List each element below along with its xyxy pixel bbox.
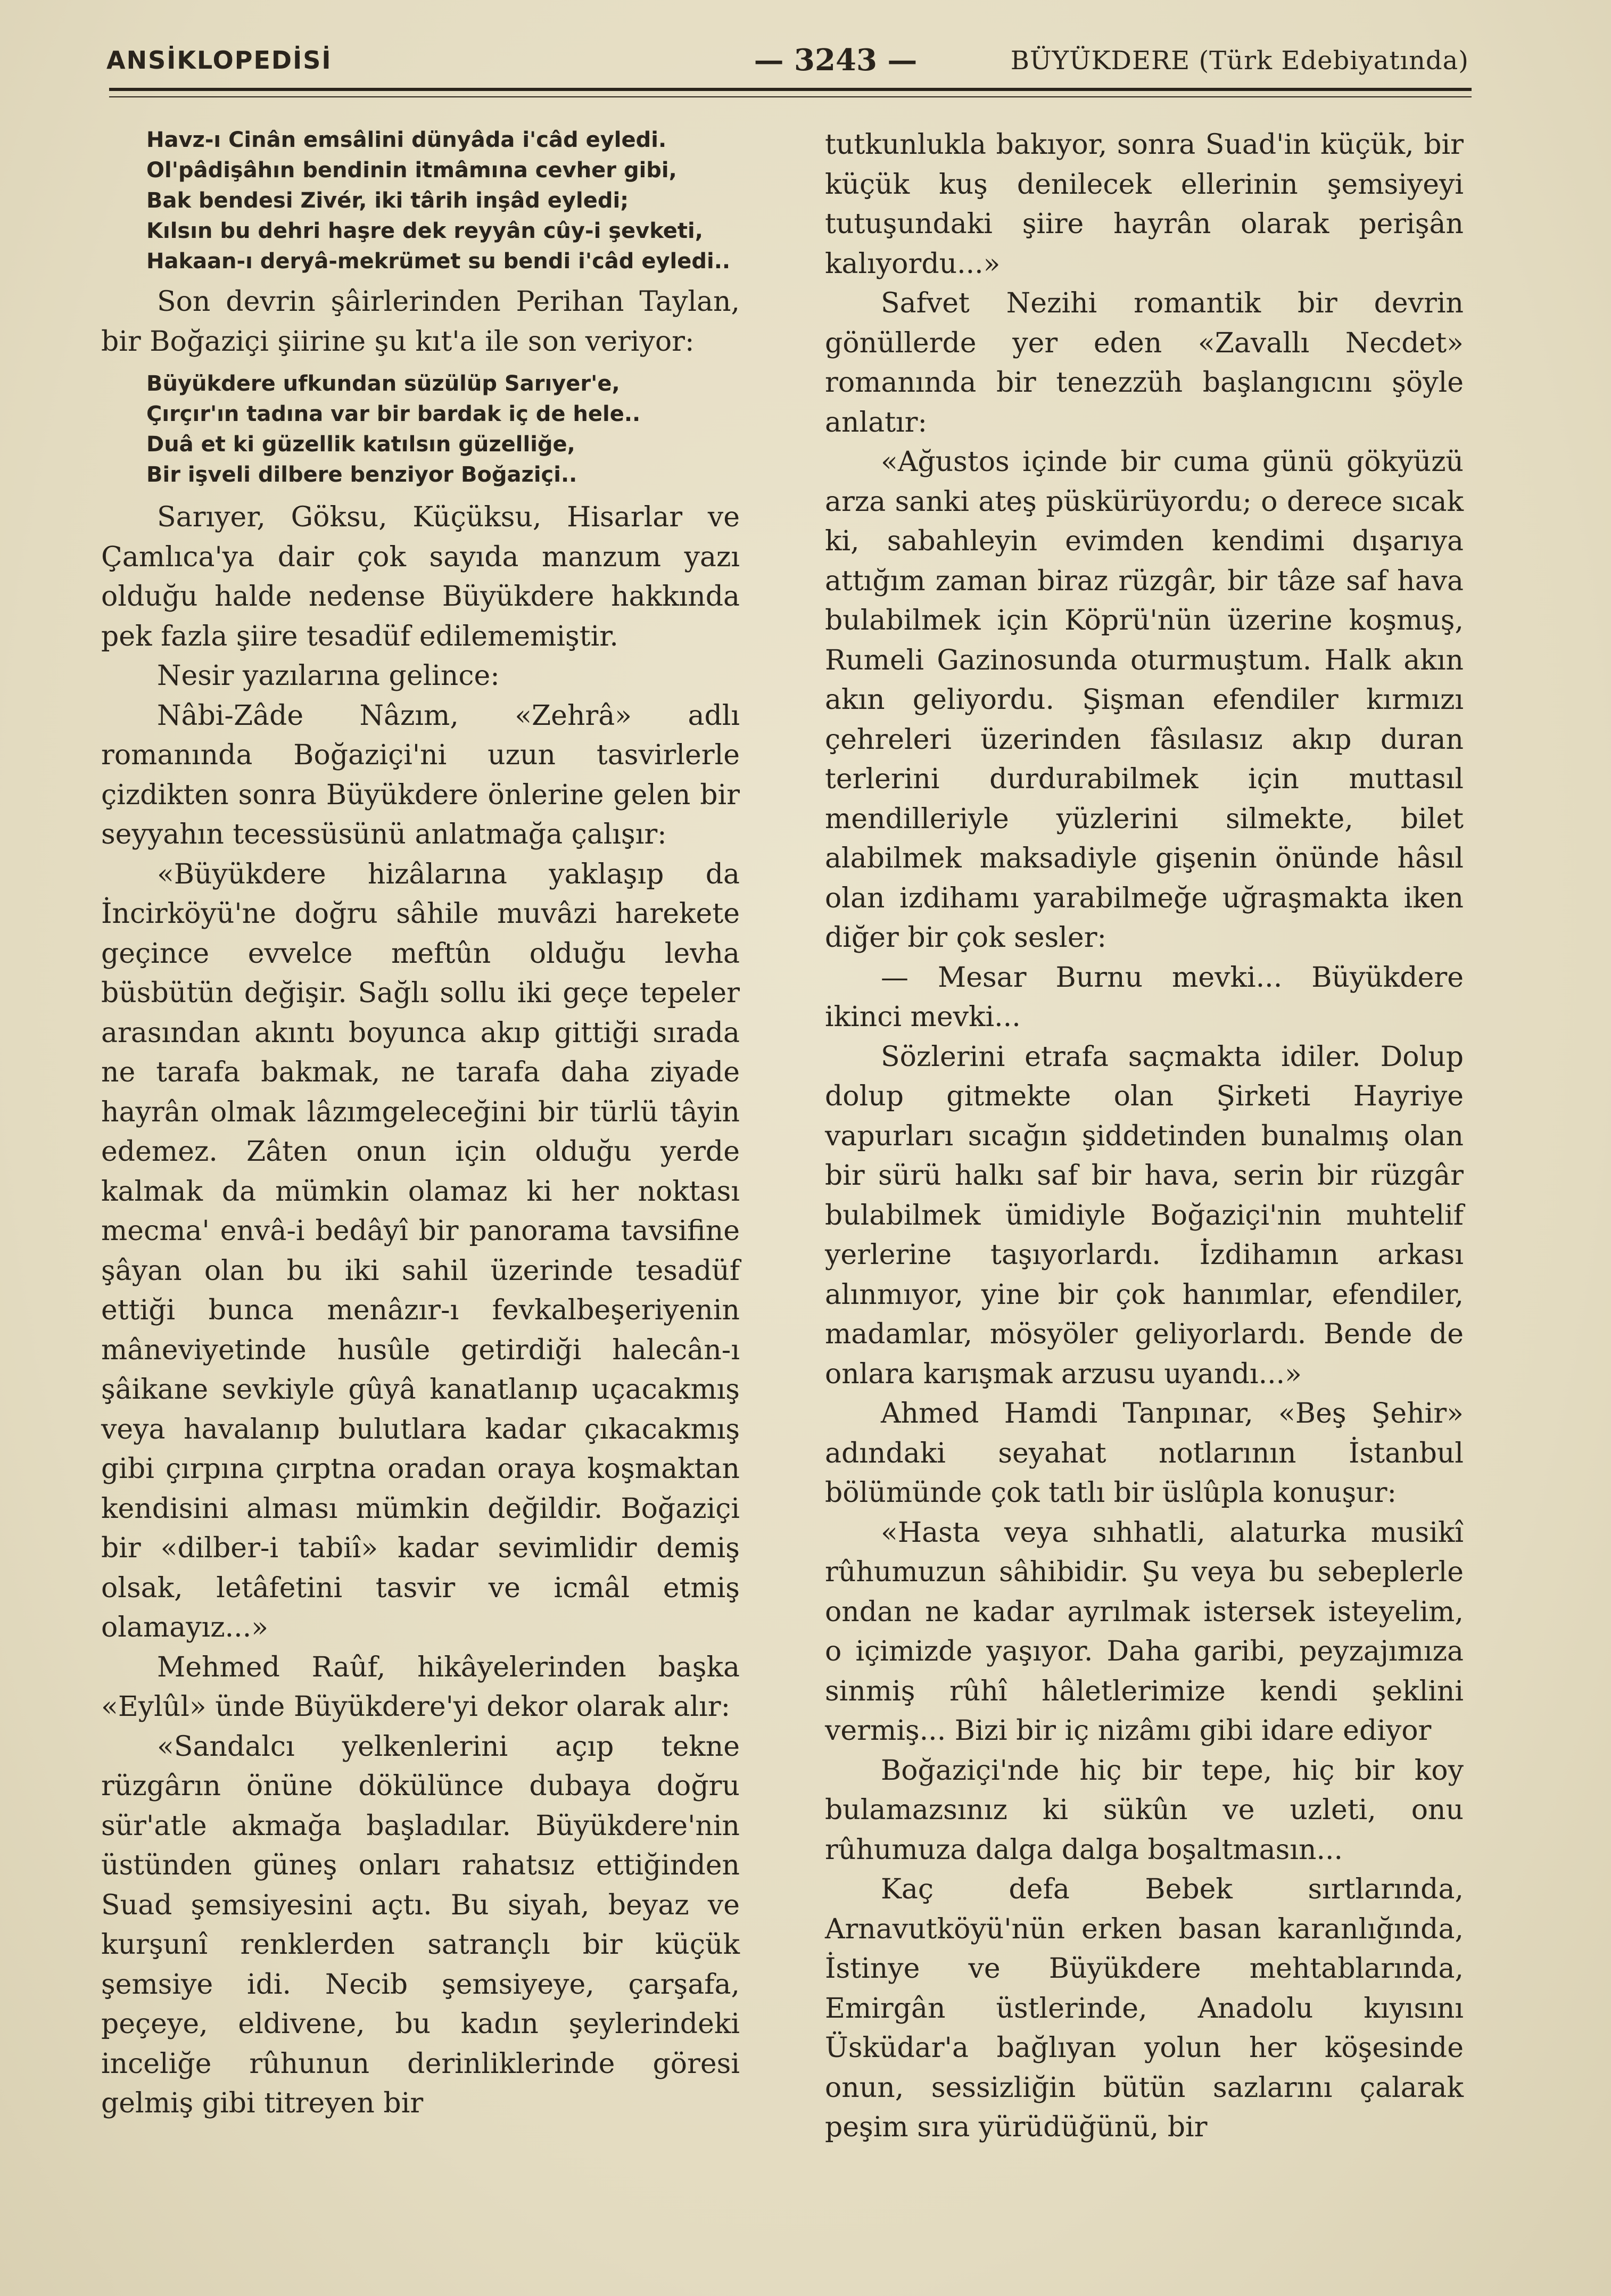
verse-line: Bir işveli dilbere benziyor Boğaziçi.. <box>146 462 577 487</box>
paragraph: Sarıyer, Göksu, Küçüksu, Hisarlar ve Çamlıca'ya dair çok sayıda manzum yazı olduğu halde nedense Büyükdere hakkında pek fazla şiire tesadüf edilememiştir. <box>101 501 740 653</box>
verse-line: Kılsın bu dehri haşre dek reyyân cûy-i şevketi, <box>146 219 703 243</box>
header-title-right: BÜYÜKDERE (Türk Edebiyatında) <box>1010 46 1469 76</box>
paragraph: Sözlerini etrafa saçmakta idiler. Dolup dolup gitmekte olan Şirketi Hayriye vapurları sıcağın şiddetinden bunalmış olan bir sürü halkı saf bir hava, serin bir rüzgâr bulabilmek ümidiyle Boğaziçi'nin muhtelif yerlerine taşıyorlardı. İzdihamın arkası alınmıyor, yine bir çok hanımlar, efendiler, madamlar, mösyöler geliyorlardı. Bende de onlara karışmak arzusu uyandı...» <box>825 1040 1464 1390</box>
paragraph: — Mesar Burnu mevki... Büyükdere ikinci mevki... <box>825 961 1464 1033</box>
header-rule <box>109 88 1472 97</box>
paragraph: tutkunlukla bakıyor, sonra Suad'in küçük, bir küçük kuş denilecek ellerinin şemsiyeyi tutuşundaki şiire hayrân olarak perişân kalıyordu...» <box>825 129 1464 280</box>
paragraph: Nesir yazılarına gelince: <box>157 660 500 692</box>
verse-line: Ol'pâdişâhın bendinin itmâmına cevher gibi, <box>146 158 677 183</box>
paragraph: Safvet Nezihi romantik bir devrin gönüllerde yer eden «Zavallı Necdet» romanında bir tenezzüh başlangıcını şöyle anlatır: <box>825 287 1464 439</box>
verse-line: Çırçır'ın tadına var bir bardak iç de hele.. <box>146 402 641 426</box>
paragraph: «Ağustos içinde bir cuma günü gökyüzü arza sanki ateş püskürüyordu; o derece sıcak ki, sabahleyin evimden kendimi dışarıya attığım zaman biraz rüzgâr, bir tâze saf hava bulabilmek için Köprü'nün üzerine koşmuş, Rumeli Gazinosunda oturmuştum. Halk akın akın geliyordu. Şişman efendiler kırmızı çehreleri üzerinden fâsılasız akıp duran terlerini durdurabilmek için muttasıl mendilleriyle yüzlerini silmekte, bilet alabilmek maksadiyle gişenin önünde hâsıl olan izdihamı yarabilmeğe uğraşmakta iken diğer bir çok sesler: <box>825 446 1464 954</box>
verse-line: Havz-ı Cinân emsâlini dünyâda i'câd eyledi. <box>146 128 667 152</box>
verse-line: Duâ et ki güzellik katılsın güzelliğe, <box>146 432 575 457</box>
paragraph: Boğaziçi'nde hiç bir tepe, hiç bir koy bulamazsınız ki sükûn ve uzleti, onu rûhumuza dalga dalga boşaltmasın... <box>825 1754 1464 1866</box>
verse-block <box>101 369 740 490</box>
paragraph: «Büyükdere hizâlarına yaklaşıp da İncirköyü'ne doğru sâhile muvâzi harekete geçince evvelce meftûn olduğu levha büsbütün değişir. Sağlı sollu iki geçe tepeler arasından akıntı boyunca akıp gittiği sırada ne tarafa bakmak, ne tarafa daha ziyade hayrân olmak lâzımgeleceğini bir türlü tâyin edemez. Zâten onun için olduğu yerde kalmak da mümkin olamaz ki her noktası mecma' envâ-i bedâyî bir panorama tavsifine şâyan olan bu iki sahil üzerinde tesadüf ettiği bunca menâzır-ı fevkalbeşeriyenin mâneviyetinde husûle getirdiği halecân-ı şâikane sevkiyle gûyâ kanatlanıp uçacakmış veya havalanıp bulutlara kadar çıkacakmış gibi çırpına çırptna oradan oraya koşmaktan kendisini alması mümkin değildir. Boğaziçi bir «dilber-i tabiî» kadar sevimlidir demiş olsak, letâfetini tasvir ve icmâl etmiş olamayız...» <box>101 858 740 1643</box>
paragraph: Son devrin şâirlerinden Perihan Taylan, bir Boğaziçi şiirine şu kıt'a ile son veriyor: <box>101 286 740 358</box>
page-number: — 3243 — <box>754 43 918 78</box>
paragraph: «Sandalcı yelkenlerini açıp tekne rüzgârın önüne dökülünce dubaya doğru sür'atle akmağa başladılar. Büyükdere'nin üstünden güneş onları rahatsız ettiğinden Suad şemsiyesini açtı. Bu siyah, beyaz ve kurşunî renklerden satrançlı bir küçük şemsiye idi. Necib şemsiyeye, çarşafa, peçeye, eldivene, bu kadın şeylerindeki inceliğe rûhunun derinliklerinde göresi gelmiş gibi titreyen bir <box>101 1730 740 2119</box>
right-column <box>825 125 1464 2148</box>
page-header <box>106 43 1469 90</box>
verse-line: Bak bendesi Zivér, iki târih inşâd eyledi; <box>146 188 629 213</box>
paragraph: Kaç defa Bebek sırtlarında, Arnavutköyü'nün erken basan karanlığında, İstinye ve Büyükdere mehtablarında, Emirgân üstlerinde, Anadolu kıyısını Üsküdar'a bağlıyan yolun her köşesinde onun, sessizliğin bütün sazlarını çalarak peşim sıra yürüdüğünü, bir <box>825 1873 1464 2143</box>
header-title-left: ANSİKLOPEDİSİ <box>106 46 332 75</box>
verse-block <box>101 125 740 277</box>
left-column <box>101 125 740 2124</box>
paragraph: Ahmed Hamdi Tanpınar, «Beş Şehir» adındaki seyahat notlarının İstanbul bölümünde çok tatlı bir üslûpla konuşur: <box>825 1398 1464 1509</box>
paragraph: «Hasta veya sıhhatli, alaturka musikî rûhumuzun sâhibidir. Şu veya bu sebeplerle ondan ne kadar ayrılmak istersek isteyelim, o içimizde yaşıyor. Daha garibi, peyzajımıza sinmiş rûhî hâletlerimize kendi şeklini vermiş... Bizi bir iç nizâmı gibi idare ediyor <box>825 1516 1464 1747</box>
paragraph: Mehmed Raûf, hikâyelerinden başka «Eylûl» ünde Büyükdere'yi dekor olarak alır: <box>101 1651 740 1723</box>
verse-line: Büyükdere ufkundan süzülüp Sarıyer'e, <box>146 371 620 396</box>
verse-line: Hakaan-ı deryâ-mekrümet su bendi i'câd eyledi.. <box>146 249 731 274</box>
paragraph: Nâbi-Zâde Nâzım, «Zehrâ» adlı romanında Boğaziçi'ni uzun tasvirlerle çizdikten sonra Büyükdere önlerine gelen bir seyyahın tecessüsünü anlatmağa çalışır: <box>101 699 740 850</box>
